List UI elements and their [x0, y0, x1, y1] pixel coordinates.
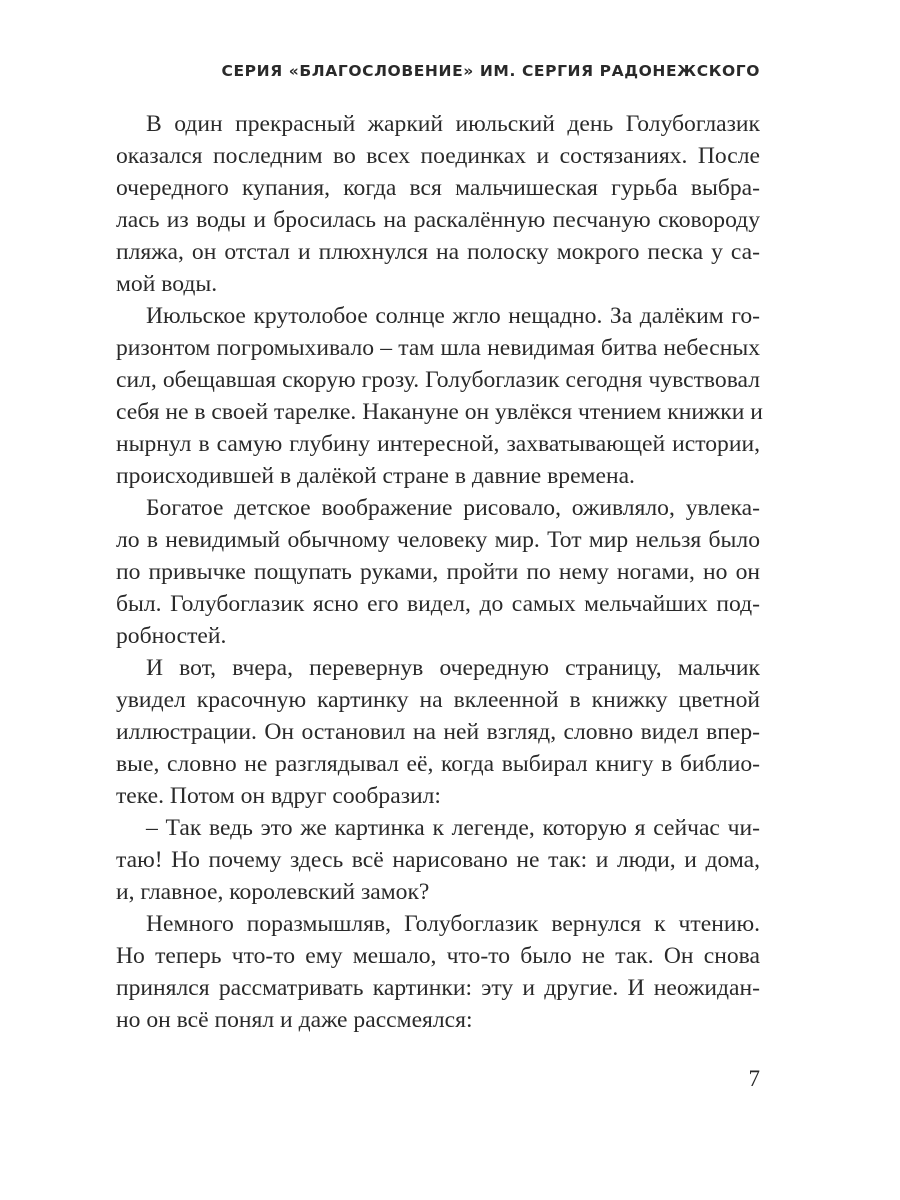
text-line: Немного поразмышляв, Голубоглазик вернулся к чтению. [146, 911, 760, 937]
text-line: был. Голубоглазик ясно его видел, до самых мельчайших под- [116, 591, 760, 617]
text-line: увидел красочную картинку на вклеенной в книжку цветной [116, 687, 760, 713]
text-line: себя не в своей тарелке. Накануне он увлёкся чтением книжки и [116, 399, 763, 425]
text-line: пляжа, он отстал и плюхнулся на полоску мокрого песка у са- [116, 239, 760, 265]
text-line: Июльское крутолобое солнце жгло нещадно. За далёким го- [146, 303, 760, 329]
paragraph [116, 812, 760, 908]
paragraph [116, 492, 760, 652]
paragraph [116, 908, 760, 1036]
paragraph [116, 652, 760, 812]
text-line: В один прекрасный жаркий июльский день Голубоглазик [146, 111, 760, 137]
text-line: очередного купания, когда вся мальчишеская гурьба выбра- [116, 175, 760, 201]
text-line: ло в невидимый обычному человеку мир. Тот мир нельзя было [116, 527, 760, 553]
text-line: и, главное, королевский замок? [116, 879, 430, 905]
text-line: по привычке пощупать руками, пройти по нему ногами, но он [116, 559, 760, 585]
paragraph [116, 108, 760, 300]
text-line: сил, обещавшая скорую грозу. Голубоглазик сегодня чувствовал [116, 367, 760, 393]
text-line: иллюстрации. Он остановил на ней взгляд, словно видел впер- [116, 719, 760, 745]
text-line: но он всё понял и даже рассмеялся: [116, 1007, 473, 1033]
text-line: вые, словно не разглядывал её, когда выбирал книгу в библио- [116, 751, 760, 777]
page-number: 7 [748, 1066, 760, 1091]
text-line: робностей. [116, 623, 227, 649]
text-line: мой воды. [116, 271, 218, 297]
text-line: Но теперь что-то ему мешало, что-то было не так. Он снова [116, 943, 760, 969]
text-line: нырнул в самую глубину интересной, захватывающей истории, [116, 431, 760, 457]
text-line: – Так ведь это же картинка к легенде, которую я сейчас чи- [146, 815, 760, 841]
text-line: Богатое детское воображение рисовало, оживляло, увлека- [146, 495, 760, 521]
text-line: оказался последним во всех поединках и состязаниях. После [116, 143, 760, 169]
running-header: СЕРИЯ «БЛАГОСЛОВЕНИЕ» ИМ. СЕРГИЯ РАДОНЕЖСКОГО [221, 62, 760, 80]
body-text [116, 108, 763, 1036]
text-line: ризонтом погромыхивало – там шла невидимая битва небесных [116, 335, 760, 361]
text-line: происходившей в далёкой стране в давние времена. [116, 463, 635, 489]
text-line: теке. Потом он вдруг сообразил: [116, 783, 441, 809]
text-line: таю! Но почему здесь всё нарисовано не так: и люди, и дома, [116, 847, 760, 873]
paragraph [116, 300, 763, 492]
text-line: И вот, вчера, перевернув очередную страницу, мальчик [146, 655, 760, 681]
text-line: лась из воды и бросилась на раскалённую песчаную сковороду [116, 207, 760, 233]
text-line: принялся рассматривать картинки: эту и другие. И неожидан- [116, 975, 760, 1001]
